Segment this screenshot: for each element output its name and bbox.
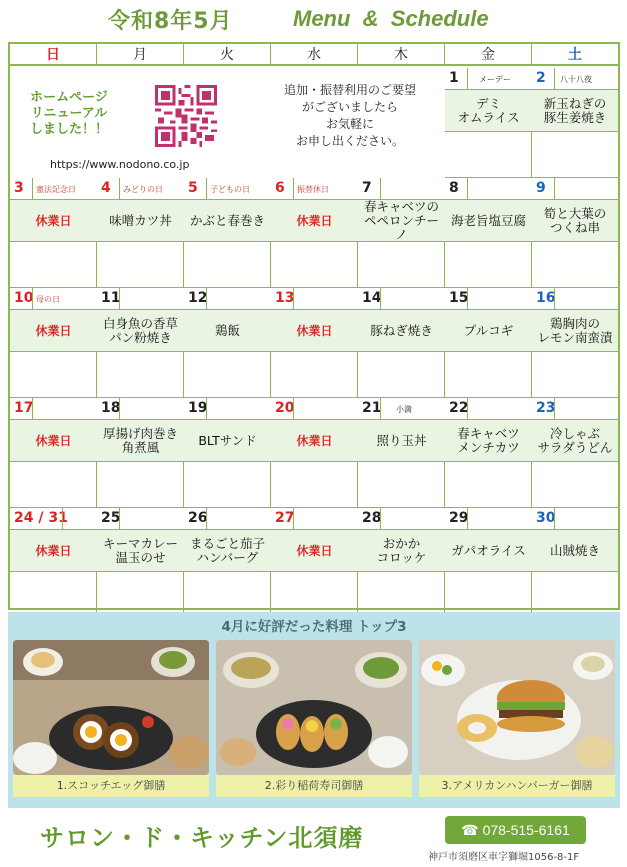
inari-sushi-photo <box>216 640 412 775</box>
date-divider <box>32 178 33 199</box>
date-divider <box>467 288 468 309</box>
day-number: 23 <box>536 400 556 416</box>
day-number: 18 <box>101 400 121 416</box>
day-cell <box>532 178 618 288</box>
day-cell <box>445 288 532 398</box>
day-number: 28 <box>362 510 382 526</box>
date-divider <box>206 508 207 529</box>
date-divider <box>62 508 63 529</box>
meal-name: BLTサンド <box>184 420 271 462</box>
day-number: 22 <box>449 400 469 416</box>
day-cell <box>271 398 358 508</box>
day-number: 13 <box>275 290 295 306</box>
holiday-label: 母の日 <box>36 295 60 304</box>
date-row <box>10 508 97 530</box>
meal-name: 厚揚げ肉巻き 角煮風 <box>97 420 184 462</box>
date-row <box>445 68 532 90</box>
weekday-header: 水 <box>271 44 358 66</box>
day-number: 14 <box>362 290 382 306</box>
note-label: 八十八夜 <box>560 75 592 84</box>
date-divider <box>467 508 468 529</box>
day-number: 2 <box>536 70 546 86</box>
scotch-egg-photo <box>13 640 209 775</box>
meal-name: 味噌カツ丼 <box>97 200 184 242</box>
date-row <box>97 178 184 200</box>
day-cell <box>271 178 358 288</box>
closed-day-label: 休業日 <box>10 200 97 242</box>
date-row <box>271 398 358 420</box>
date-divider <box>554 68 555 89</box>
date-divider <box>380 398 381 419</box>
day-cell <box>445 178 532 288</box>
day-number: 8 <box>449 180 459 196</box>
top3-caption: 3.アメリカンハンバーガー御膳 <box>419 775 615 797</box>
date-divider <box>467 68 468 89</box>
date-row <box>445 178 532 200</box>
date-row <box>445 398 532 420</box>
day-cell <box>97 398 184 508</box>
homepage-line: ホームページ <box>30 90 108 105</box>
day-number: 16 <box>536 290 556 306</box>
day-cell <box>10 288 97 398</box>
date-row <box>358 288 445 310</box>
day-number: 5 <box>188 180 198 196</box>
closed-day-label: 休業日 <box>271 200 358 242</box>
meal-name: 鶏飯 <box>184 310 271 352</box>
day-cell <box>184 398 271 508</box>
qr-code-icon[interactable] <box>155 85 217 147</box>
date-divider <box>119 288 120 309</box>
day-cell <box>97 178 184 288</box>
day-number: 15 <box>449 290 469 306</box>
meal-name: デミ オムライス <box>445 90 532 132</box>
top3-title: 4月に好評だった料理 トップ3 <box>221 619 407 635</box>
weekday-header: 日 <box>10 44 97 66</box>
meal-name: 豚ねぎ焼き <box>358 310 445 352</box>
date-row <box>358 508 445 530</box>
date-divider <box>119 508 120 529</box>
date-row <box>532 178 618 200</box>
closed-day-label: 休業日 <box>271 310 358 352</box>
day-number: 9 <box>536 180 546 196</box>
day-number: 4 <box>101 180 111 196</box>
phone-number: 078-515-6161 <box>482 822 570 838</box>
closed-day-label: 休業日 <box>271 420 358 462</box>
day-number: 26 <box>188 510 208 526</box>
date-divider <box>206 398 207 419</box>
day-cell <box>184 178 271 288</box>
day-cell <box>358 178 445 288</box>
title-jp: 令和8年5月 <box>108 9 233 34</box>
meal-name: まるごと茄子 ハンバーグ <box>184 530 271 572</box>
request-text: 追加・振替利用のご要望 がございましたら お気軽に お申し出ください。 <box>283 83 416 148</box>
date-divider <box>554 398 555 419</box>
weekday-header: 土 <box>532 44 618 66</box>
day-cell <box>184 508 271 618</box>
date-divider <box>119 178 120 199</box>
day-number: 11 <box>101 290 121 306</box>
day-cell <box>10 178 97 288</box>
date-row <box>10 178 97 200</box>
date-divider <box>554 178 555 199</box>
date-row <box>532 398 618 420</box>
holiday-label: みどりの日 <box>123 185 163 194</box>
day-cell <box>532 508 618 618</box>
day-number: 7 <box>362 180 372 196</box>
meal-name: 山賊焼き <box>532 530 618 572</box>
shop-name: サロン・ド・キッチン北須磨 <box>40 824 364 852</box>
day-cell <box>10 508 97 618</box>
meal-name: 春キャベツの ペペロンチーノ <box>358 200 445 242</box>
day-cell <box>10 398 97 508</box>
calendar <box>8 42 620 610</box>
day-cell <box>358 398 445 508</box>
weekday-header: 木 <box>358 44 445 66</box>
note-label: 小満 <box>396 405 412 414</box>
date-divider <box>467 398 468 419</box>
day-number: 6 <box>275 180 285 196</box>
date-divider <box>293 398 294 419</box>
top3-section <box>8 612 620 808</box>
day-number: 10 <box>14 290 34 306</box>
date-divider <box>32 398 33 419</box>
phone-icon: ☎ <box>461 822 483 838</box>
meal-name: プルコギ <box>445 310 532 352</box>
weekday-header: 月 <box>97 44 184 66</box>
meal-name: 照り玉丼 <box>358 420 445 462</box>
date-row <box>97 398 184 420</box>
day-cell <box>445 398 532 508</box>
date-divider <box>206 178 207 199</box>
meal-name: おかか コロッケ <box>358 530 445 572</box>
closed-day-label: 休業日 <box>10 310 97 352</box>
date-row <box>358 398 445 420</box>
day-number: 17 <box>14 400 34 416</box>
day-cell <box>445 68 532 178</box>
meal-name: 新玉ねぎの 豚生姜焼き <box>532 90 618 132</box>
date-row <box>445 288 532 310</box>
date-divider <box>380 178 381 199</box>
header <box>0 0 627 40</box>
date-divider <box>380 288 381 309</box>
closed-day-label: 休業日 <box>10 420 97 462</box>
closed-day-label: 休業日 <box>271 530 358 572</box>
date-row <box>184 398 271 420</box>
date-divider <box>293 288 294 309</box>
meal-name: 海老旨塩豆腐 <box>445 200 532 242</box>
note-label: メーデー <box>479 75 511 84</box>
date-divider <box>206 288 207 309</box>
date-row <box>271 508 358 530</box>
meal-name: キーマカレー 温玉のせ <box>97 530 184 572</box>
date-row <box>271 288 358 310</box>
day-number: 25 <box>101 510 121 526</box>
date-row <box>97 508 184 530</box>
date-row <box>184 178 271 200</box>
day-number: 20 <box>275 400 295 416</box>
date-row <box>532 68 618 90</box>
meal-name: ガパオライス <box>445 530 532 572</box>
day-number: 24 / 31 <box>14 510 68 526</box>
phone-button[interactable] <box>445 816 586 844</box>
day-cell <box>532 398 618 508</box>
day-number: 29 <box>449 510 469 526</box>
day-number: 27 <box>275 510 295 526</box>
date-row <box>184 508 271 530</box>
weekday-header: 火 <box>184 44 271 66</box>
date-row <box>445 508 532 530</box>
date-row <box>184 288 271 310</box>
holiday-label: 憲法記念日 <box>36 185 76 194</box>
day-cell <box>532 288 618 398</box>
date-divider <box>380 508 381 529</box>
meal-name: 冷しゃぶ サラダうどん <box>532 420 618 462</box>
day-cell <box>445 508 532 618</box>
date-row <box>271 178 358 200</box>
day-cell <box>97 508 184 618</box>
day-cell <box>184 288 271 398</box>
date-divider <box>119 398 120 419</box>
title-en: Menu & Schedule <box>293 6 489 31</box>
day-number: 1 <box>449 70 459 86</box>
date-row <box>97 288 184 310</box>
promo-box <box>12 68 448 176</box>
day-number: 12 <box>188 290 208 306</box>
meal-name: かぶと春巻き <box>184 200 271 242</box>
day-cell <box>358 288 445 398</box>
closed-day-label: 休業日 <box>10 530 97 572</box>
day-number: 21 <box>362 400 382 416</box>
date-divider <box>467 178 468 199</box>
meal-name: 白身魚の香草 パン粉焼き <box>97 310 184 352</box>
weekday-header: 金 <box>445 44 532 66</box>
top3-caption: 2.彩り稲荷寿司御膳 <box>216 775 412 797</box>
day-cell <box>97 288 184 398</box>
day-number: 19 <box>188 400 208 416</box>
day-cell <box>532 68 618 178</box>
holiday-label: 振替休日 <box>297 185 329 194</box>
homepage-line: リニューアル <box>30 106 108 121</box>
day-cell <box>358 508 445 618</box>
date-row <box>532 288 618 310</box>
day-cell <box>271 508 358 618</box>
day-cell <box>271 288 358 398</box>
homepage-renewal <box>30 90 108 138</box>
homepage-url[interactable]: https://www.nodono.co.jp <box>50 158 190 171</box>
homepage-line: しました！！ <box>30 122 109 137</box>
date-divider <box>32 288 33 309</box>
holiday-label: 子どもの日 <box>210 185 250 194</box>
date-divider <box>293 508 294 529</box>
meal-name: 筍と大葉の つくね串 <box>532 200 618 242</box>
date-row <box>358 178 445 200</box>
meal-name: 鶏胸肉の レモン南蛮漬 <box>532 310 618 352</box>
date-divider <box>293 178 294 199</box>
day-number: 3 <box>14 180 24 196</box>
date-row <box>10 398 97 420</box>
date-row <box>10 288 97 310</box>
date-divider <box>554 508 555 529</box>
date-row <box>532 508 618 530</box>
shop-address: 神戸市須磨区車字獅堀1056-8-1F <box>428 852 580 863</box>
top3-caption: 1.スコッチエッグ御膳 <box>13 775 209 797</box>
hamburger-photo <box>419 640 615 775</box>
meal-name: 春キャベツ メンチカツ <box>445 420 532 462</box>
day-number: 30 <box>536 510 556 526</box>
date-divider <box>554 288 555 309</box>
